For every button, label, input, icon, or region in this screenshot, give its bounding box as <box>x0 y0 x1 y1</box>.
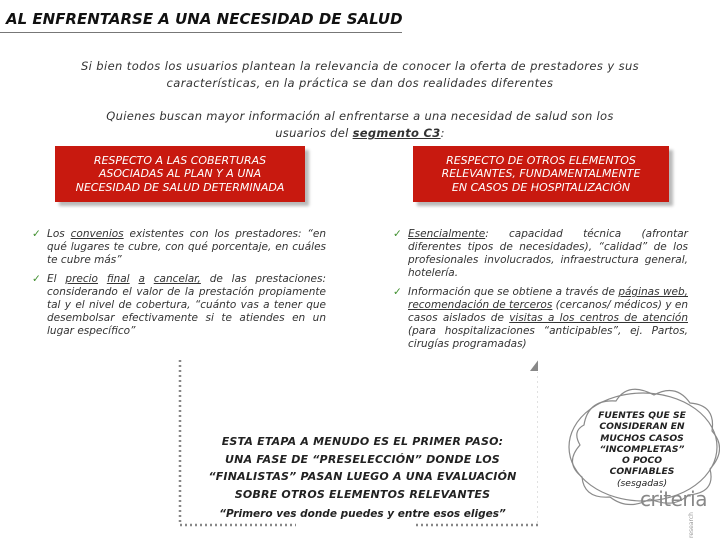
other-elements-header-line-2: RELEVANTES, FUNDAMENTALMENTE <box>441 167 641 181</box>
user-quote: “Primero ves donde puedes y entre esos eliges” <box>219 508 506 520</box>
list-item: ✓ El precio final a cancelar, de las prestaciones: considerando el valor de la prestación propiamente tal y el nivel de cobertura, “cuánto vas a tener que desembolsar efectivamente si te atiendes en un lugar específico” <box>32 273 327 337</box>
logo-side-text: research <box>688 512 695 538</box>
coverage-header-line-1: RESPECTO A LAS COBERTURAS <box>93 153 267 167</box>
intro-line-1: Si bien todos los usuarios plantean la relevancia de conocer la oferta de prestadores y sus <box>80 59 640 73</box>
check-icon: ✓ <box>393 286 402 298</box>
other-elements-header-line-1: RESPECTO DE OTROS ELEMENTOS <box>446 153 636 167</box>
list-item: ✓ Los convenios existentes con los prestadores: “en qué lugares te cubre, con qué porcentaje, en cuáles te cubre más” <box>32 228 326 266</box>
segment-label: segmento C3 <box>352 126 441 140</box>
coverage-list <box>32 228 326 344</box>
cloud-text: FUENTES QUE SE CONSIDERAN EN MUCHOS CASOS “INCOMPLETAS” O POCO CONFIABLES (sesgadas) <box>598 410 686 489</box>
title-underline <box>0 32 402 33</box>
check-icon: ✓ <box>393 228 402 240</box>
coverage-header-box <box>55 146 305 202</box>
list-item: ✓ Esencialmente: capacidad técnica (afrontar diferentes tipos de necesidades), “calidad” de los profesionales involucrados, infraestructura general, hotelería. <box>393 228 688 279</box>
arrow-up-icon <box>530 359 538 371</box>
coverage-header-line-2: ASOCIADAS AL PLAN Y A UNA <box>98 167 262 181</box>
other-elements-header-box <box>413 146 669 202</box>
intro-line-2: características, en la práctica se dan dos realidades diferentes <box>166 76 554 90</box>
subheading-line-2 <box>40 125 680 142</box>
page-title: AL ENFRENTARSE A UNA NECESIDAD DE SALUD <box>6 10 403 28</box>
criteria-logo: criteria <box>640 487 707 511</box>
coverage-header-line-3: NECESIDAD DE SALUD DETERMINADA <box>75 180 285 194</box>
check-icon: ✓ <box>32 228 41 240</box>
intro-text <box>40 58 680 92</box>
preselection-statement: ESTA ETAPA A MENUDO ES EL PRIMER PASO: UNA FASE DE “PRESELECCIÓN” DONDE LOS “FINALISTAS” PASAN LUEGO A UNA EVALUACIÓN SOBRE OTROS ELEMENTOS RELEVANTES <box>208 435 517 501</box>
subheading-line-1: Quienes buscan mayor información al enfrentarse a una necesidad de salud son los <box>106 109 614 123</box>
check-icon: ✓ <box>32 273 41 285</box>
subheading <box>40 108 680 142</box>
subheading-prefix: usuarios del <box>275 126 349 140</box>
list-item: ✓ Información que se obtiene a través de páginas web, recomendación de terceros (cercanos/ médicos) y en casos aislados de visitas a los centros de atención (para hospitalizaciones “anticipables”, ej. Partos, cirugías programadas) <box>393 286 688 350</box>
subheading-suffix: : <box>440 126 445 140</box>
other-elements-header-line-3: EN CASOS DE HOSPITALIZACIÓN <box>451 180 631 194</box>
other-elements-list <box>393 228 688 357</box>
